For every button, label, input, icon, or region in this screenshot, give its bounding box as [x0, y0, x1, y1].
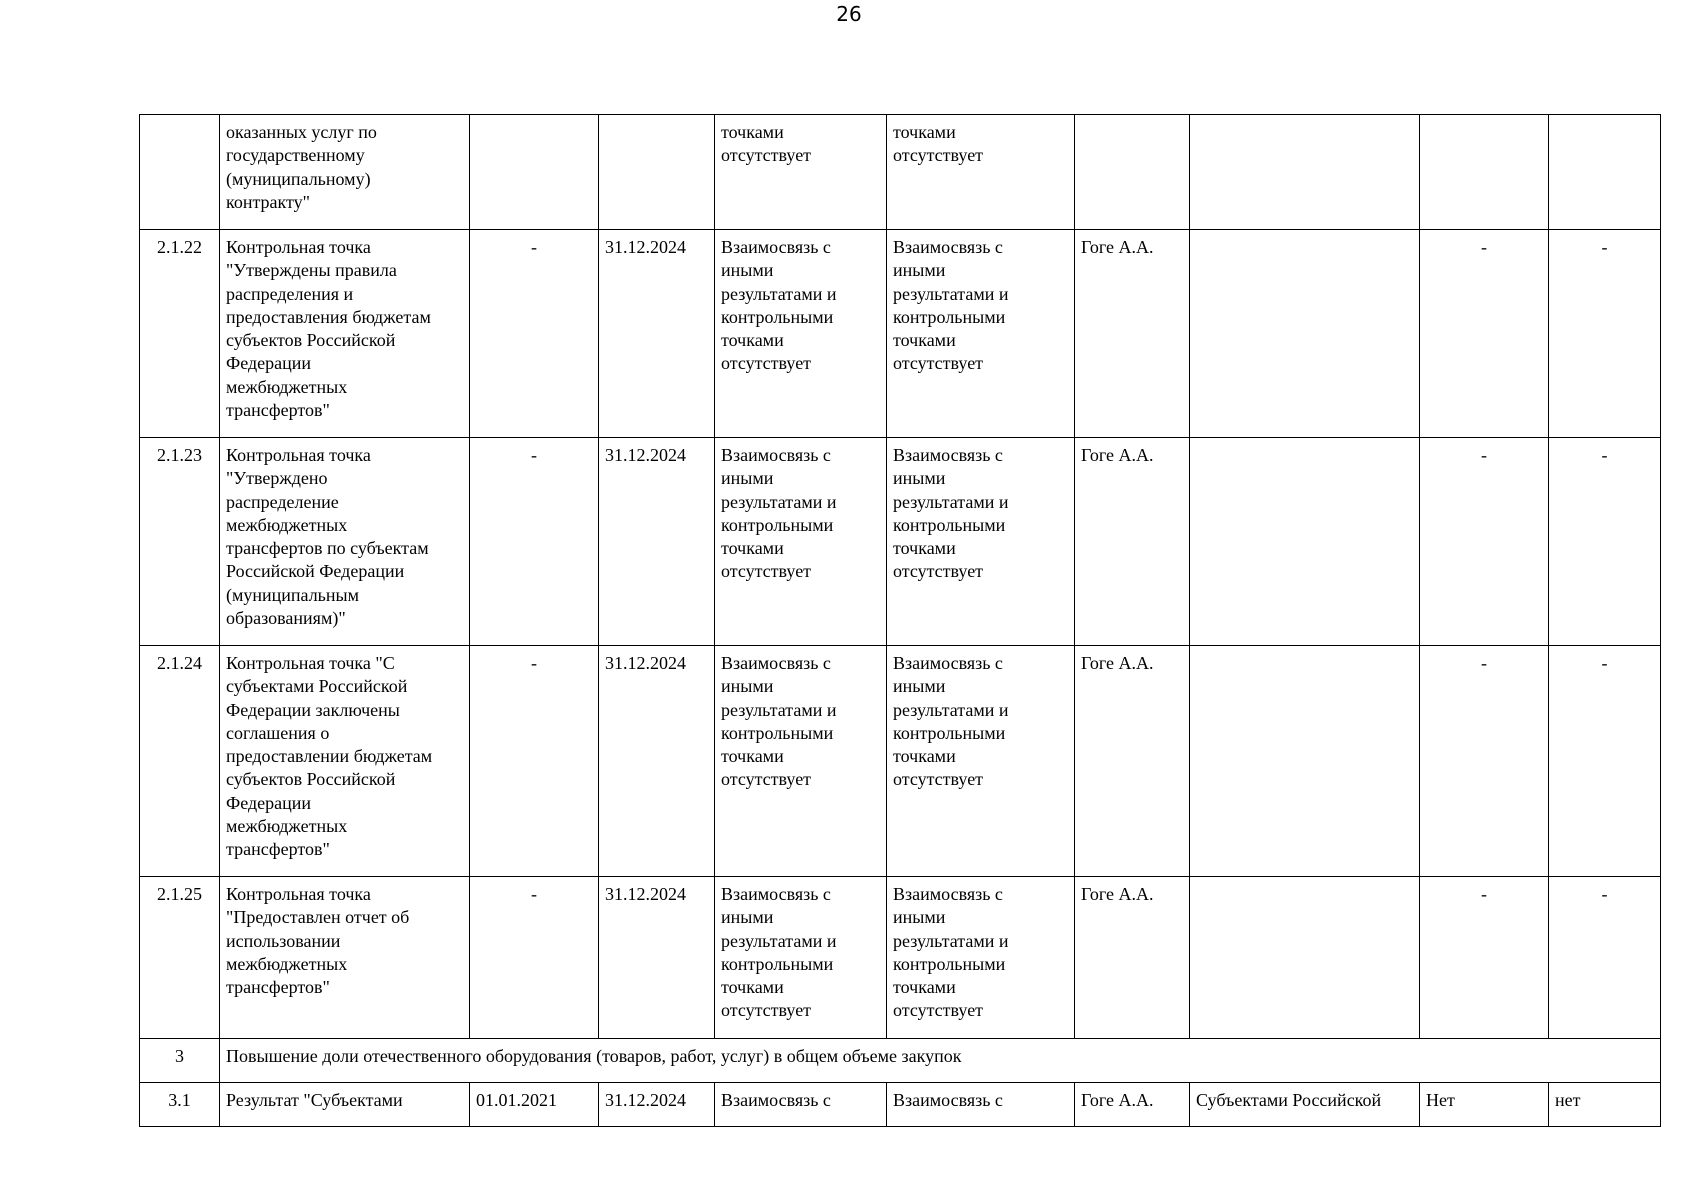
- cell-name: Результат "Субъектами: [220, 1083, 470, 1127]
- table-row: [140, 115, 1661, 230]
- cell-responsible: Гоге А.А.: [1075, 1083, 1190, 1127]
- cell-predecessor: Взаимосвязь с: [715, 1083, 887, 1127]
- table-row: [140, 1083, 1661, 1127]
- cell-type: -: [1549, 230, 1661, 438]
- cell-predecessor: точками отсутствует: [715, 115, 887, 230]
- cell-end-date: 31.12.2024: [599, 877, 715, 1039]
- control-points-table: [139, 114, 1661, 1127]
- cell-document: [1190, 230, 1420, 438]
- table-row: [140, 438, 1661, 646]
- cell-end-date: 31.12.2024: [599, 230, 715, 438]
- cell-start-date: 01.01.2021: [470, 1083, 599, 1127]
- cell-predecessor: Взаимосвязь с иными результатами и контрольными точками отсутствует: [715, 646, 887, 877]
- cell-name: Контрольная точка "Утверждены правила распределения и предоставления бюджетам субъектов Российской Федерации межбюджетных трансфертов": [220, 230, 470, 438]
- cell-type: -: [1549, 877, 1661, 1039]
- cell-predecessor: Взаимосвязь с иными результатами и контрольными точками отсутствует: [715, 877, 887, 1039]
- cell-end-date: 31.12.2024: [599, 646, 715, 877]
- cell-type: [1549, 115, 1661, 230]
- cell-successor: Взаимосвязь с иными результатами и контрольными точками отсутствует: [887, 438, 1075, 646]
- cell-successor: Взаимосвязь с иными результатами и контрольными точками отсутствует: [887, 877, 1075, 1039]
- cell-end-date: 31.12.2024: [599, 1083, 715, 1127]
- cell-start-date: [470, 115, 599, 230]
- section-title: Повышение доли отечественного оборудования (товаров, работ, услуг) в общем объеме закупок: [220, 1039, 1661, 1083]
- cell-successor: Взаимосвязь с: [887, 1083, 1075, 1127]
- cell-info-system: [1420, 115, 1549, 230]
- section-number: 3: [140, 1039, 220, 1083]
- cell-number: 2.1.24: [140, 646, 220, 877]
- table-row: [140, 877, 1661, 1039]
- cell-successor: точками отсутствует: [887, 115, 1075, 230]
- cell-number: 3.1: [140, 1083, 220, 1127]
- cell-name: Контрольная точка "Предоставлен отчет об использовании межбюджетных трансфертов": [220, 877, 470, 1039]
- cell-number: [140, 115, 220, 230]
- cell-start-date: -: [470, 438, 599, 646]
- cell-start-date: -: [470, 646, 599, 877]
- cell-responsible: [1075, 115, 1190, 230]
- cell-successor: Взаимосвязь с иными результатами и контрольными точками отсутствует: [887, 646, 1075, 877]
- table-row: [140, 646, 1661, 877]
- cell-responsible: Гоге А.А.: [1075, 646, 1190, 877]
- cell-successor: Взаимосвязь с иными результатами и контрольными точками отсутствует: [887, 230, 1075, 438]
- cell-document: Субъектами Российской: [1190, 1083, 1420, 1127]
- cell-start-date: -: [470, 230, 599, 438]
- cell-responsible: Гоге А.А.: [1075, 438, 1190, 646]
- cell-info-system: -: [1420, 646, 1549, 877]
- cell-predecessor: Взаимосвязь с иными результатами и контрольными точками отсутствует: [715, 438, 887, 646]
- cell-number: 2.1.22: [140, 230, 220, 438]
- cell-info-system: -: [1420, 877, 1549, 1039]
- cell-number: 2.1.25: [140, 877, 220, 1039]
- cell-responsible: Гоге А.А.: [1075, 877, 1190, 1039]
- cell-document: [1190, 877, 1420, 1039]
- cell-info-system: Нет: [1420, 1083, 1549, 1127]
- cell-end-date: 31.12.2024: [599, 438, 715, 646]
- cell-info-system: -: [1420, 438, 1549, 646]
- cell-name: Контрольная точка "С субъектами Российской Федерации заключены соглашения о предоставлении бюджетам субъектов Российской Федерации межбюджетных трансфертов": [220, 646, 470, 877]
- cell-info-system: -: [1420, 230, 1549, 438]
- cell-type: нет: [1549, 1083, 1661, 1127]
- cell-document: [1190, 438, 1420, 646]
- cell-name: Контрольная точка "Утверждено распределение межбюджетных трансфертов по субъектам Российской Федерации (муниципальным образованиям)": [220, 438, 470, 646]
- table-row: [140, 230, 1661, 438]
- cell-document: [1190, 115, 1420, 230]
- cell-end-date: [599, 115, 715, 230]
- cell-start-date: -: [470, 877, 599, 1039]
- cell-document: [1190, 646, 1420, 877]
- cell-type: -: [1549, 438, 1661, 646]
- section-row: [140, 1039, 1661, 1083]
- cell-name: оказанных услуг по государственному (муниципальному) контракту": [220, 115, 470, 230]
- cell-number: 2.1.23: [140, 438, 220, 646]
- page-number: 26: [836, 2, 862, 26]
- cell-predecessor: Взаимосвязь с иными результатами и контрольными точками отсутствует: [715, 230, 887, 438]
- cell-type: -: [1549, 646, 1661, 877]
- cell-responsible: Гоге А.А.: [1075, 230, 1190, 438]
